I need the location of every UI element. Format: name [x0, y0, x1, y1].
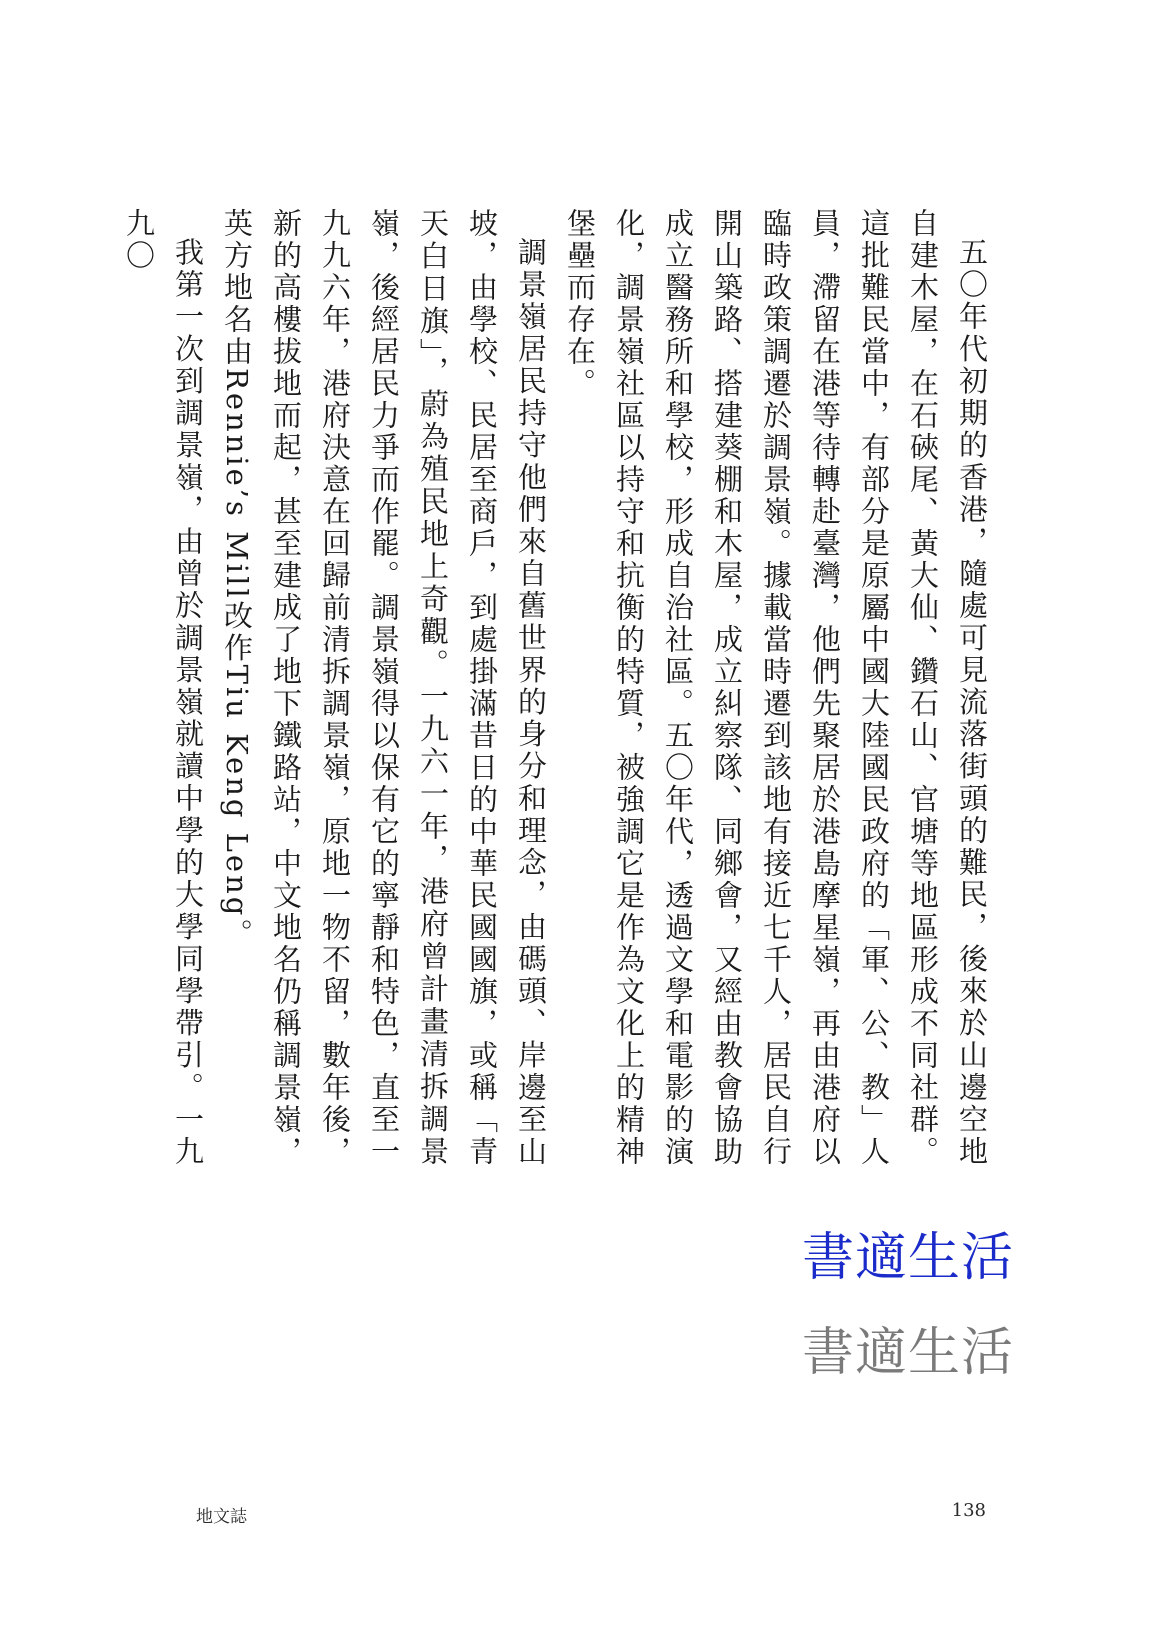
paragraph-3: 我第一次到調景嶺，由曾於調景嶺就讀中學的大學同學帶引。一九九〇	[122, 208, 205, 1168]
footer-book-title: 地文誌	[196, 1507, 247, 1527]
watermark-blue: 書適生活	[801, 1228, 1014, 1288]
footer-page-number: 138	[951, 1500, 986, 1521]
paragraph-1: 五〇年代初期的香港，隨處可見流落街頭的難民，後來於山邊空地自建木屋，在石硤尾、黃大仙、鑽石山、官塘等地區形成不同社群。這批難民當中，有部分是原屬中國大陸國民政府的「軍、公、教」人員，滯留在港等待轉赴臺灣，他們先聚居於港島摩星嶺，再由港府以臨時政策調遷於調景嶺。據載當時遷到該地有接近七千人，居民自行開山築路、搭建葵棚和木屋，成立糾察隊、同鄉會，又經由教會協助成立醫務所和學校，形成自治社區。五〇年代，透過文學和電影的演化，調景嶺社區以持守和抗衡的特質，被強調它是作為文化上的精神堡壘而存在。	[563, 208, 989, 1168]
watermark-gray: 書適生活	[801, 1323, 1014, 1383]
paragraph-2: 調景嶺居民持守他們來自舊世界的身分和理念，由碼頭、岸邊至山坡，由學校、民居至商戶，到處掛滿昔日的中華民國國旗，或稱「青天白日旗」，蔚為殖民地上奇觀。一九六一年，港府曾計畫清拆調景嶺，後經居民力爭而作罷。調景嶺得以保有它的寧靜和特色，直至一九九六年，港府決意在回歸前清拆調景嶺，原地一物不留，數年後，新的高樓拔地而起，甚至建成了地下鐵路站，中文地名仍稱調景嶺，英方地名由Rennie’s Mill改作Tiu Keng Leng。	[220, 208, 548, 1168]
vertical-body-text	[114, 208, 996, 1168]
